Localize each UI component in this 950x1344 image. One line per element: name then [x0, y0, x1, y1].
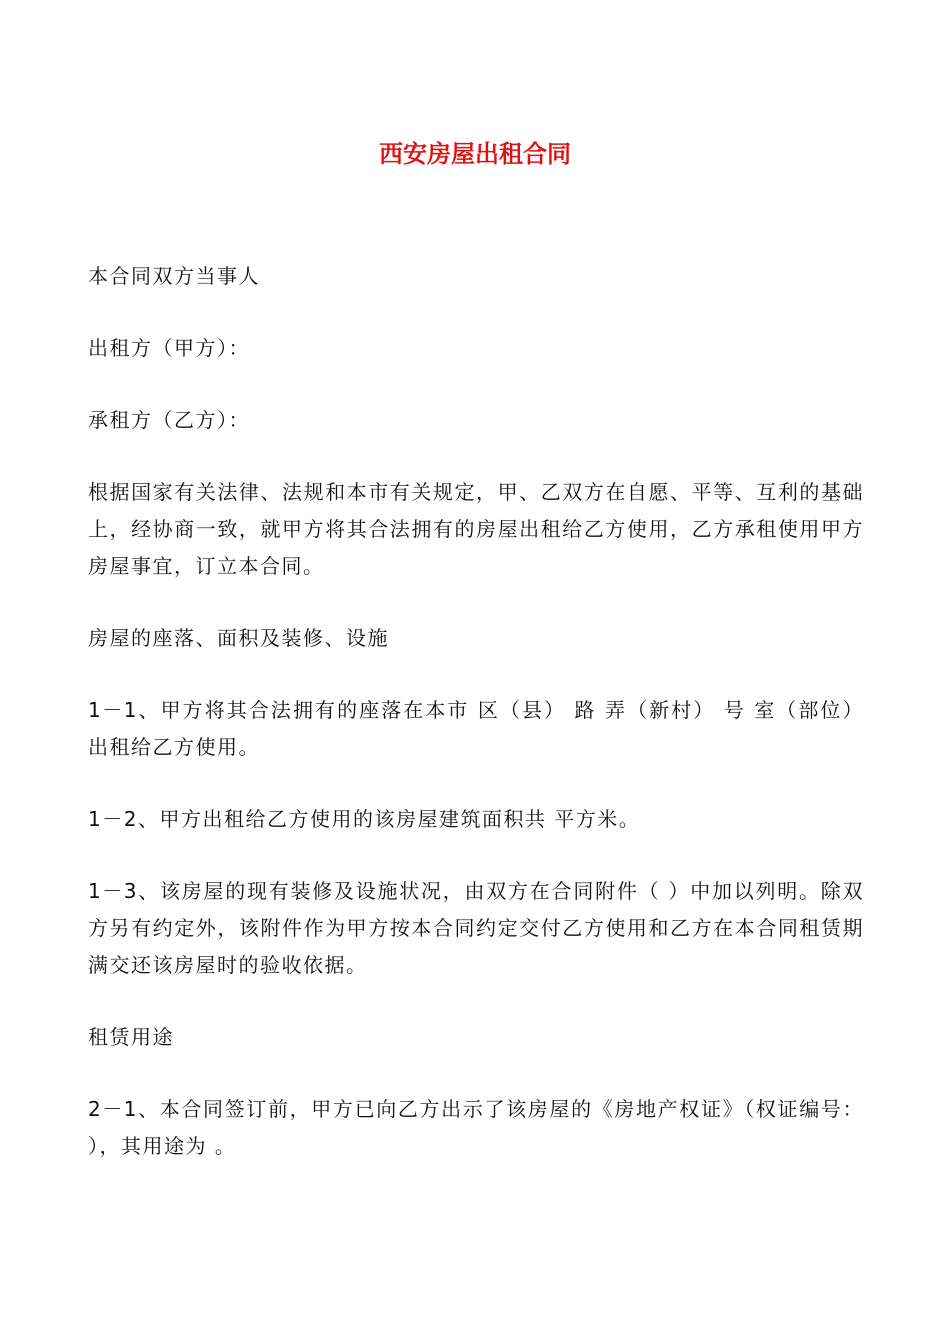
clause-1-1: 1－1、甲方将其合法拥有的座落在本市 区（县） 路 弄（新村） 号 室（部位） 出租给乙方使用。: [88, 698, 864, 759]
section-heading-premises: 房屋的座落、面积及装修、设施: [88, 626, 389, 650]
document-body: [88, 258, 864, 1200]
paragraph-preamble: 根据国家有关法律、法规和本市有关规定，甲、乙双方在自愿、平等、互利的基础上，经协商一致，就甲方将其合法拥有的房屋出租给乙方使用，乙方承租使用甲方房屋事宜，订立本合同。: [88, 480, 864, 578]
paragraph-lessee: 承租方（乙方）：: [88, 408, 250, 432]
paragraph-lessor: 出租方（甲方）：: [88, 336, 250, 360]
clause-2-1: 2－1、本合同签订前，甲方已向乙方出示了该房屋的《房地产权证》（权证编号： ），其用途为 。: [88, 1097, 864, 1158]
paragraph-parties-intro: 本合同双方当事人: [88, 264, 260, 288]
clause-1-3: 1－3、该房屋的现有装修及设施状况，由双方在合同附件（ ）中加以列明。除双方另有约定外，该附件作为甲方按本合同约定交付乙方使用和乙方在本合同租赁期满交还该房屋时的验收依据。: [88, 879, 864, 977]
document-title: 西安房屋出租合同: [379, 140, 571, 168]
section-heading-usage: 租赁用途: [88, 1025, 174, 1049]
clause-1-2: 1－2、甲方出租给乙方使用的该房屋建筑面积共 平方米。: [88, 807, 641, 831]
